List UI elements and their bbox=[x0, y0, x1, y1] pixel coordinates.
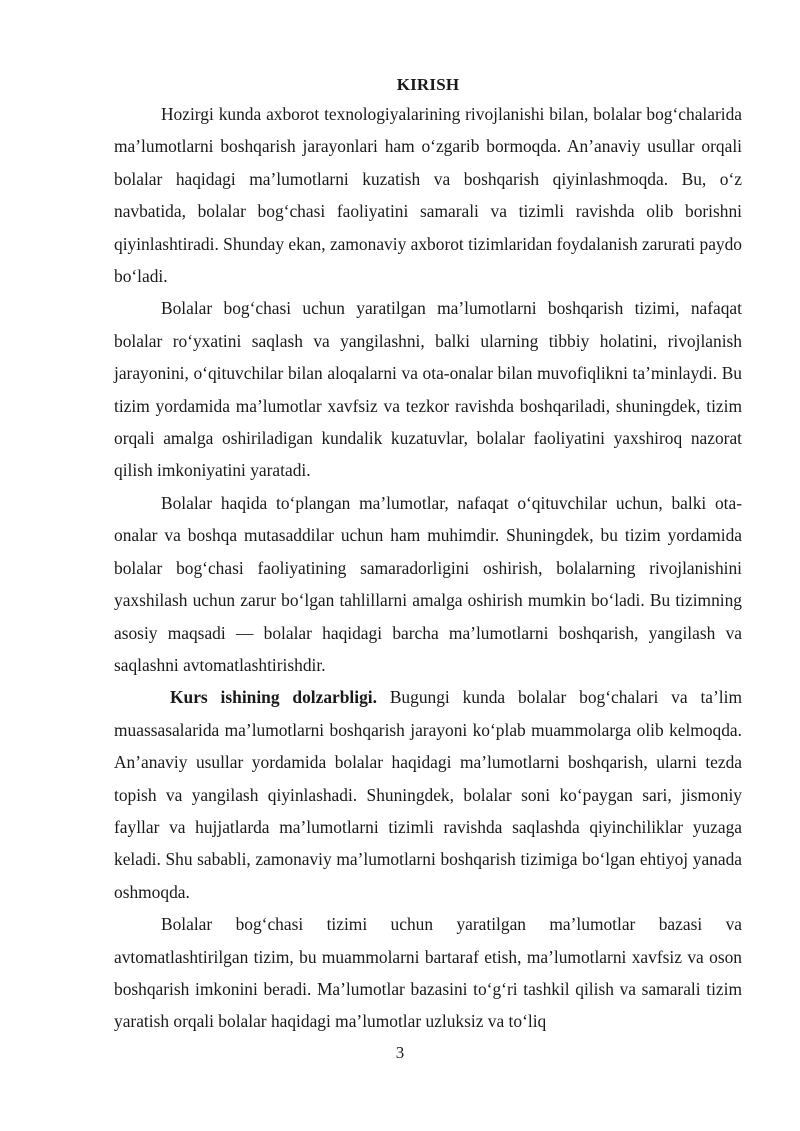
paragraph-text: Hozirgi kunda axborot texnologiyalarining rivojlanishi bilan, bolalar bog‘chalarida ma’lumotlarni boshqarish jarayonlari ham o‘zgarib bormoqda. An’anaviy usullar orqali bolalar haqidagi ma’lumotlarni kuzatish va boshqarish qiyinlashmoqda. Bu, o‘z navbatida, bolalar bog‘chasi faoliyatini samarali va tizimli ravishda olib borishni qiyinlashtiradi. Shunday ekan, zamonaviy axborot tizimlaridan foydalanish zarurati paydo bo‘ladi. bbox=[114, 104, 742, 287]
document-page bbox=[114, 74, 742, 1038]
paragraph-lead-heading: Kurs ishining dolzarbligi. bbox=[170, 687, 377, 708]
paragraph-text: Bugungi kunda bolalar bog‘chalari va ta’lim muassasalarida ma’lumotlarni boshqarish jarayoni ko‘plab muammolarga olib kelmoqda. An’anaviy usullar yordamida bolalar haqidagi ma’lumotlarni boshqarish, ularni tezda topish va yangilash qiyinlashadi. Shuningdek, bolalar soni ko‘paygan sari, jismoniy fayllar va hujjatlarda ma’lumotlarni tizimli ravishda saqlashda qiyinchiliklar yuzaga keladi. Shu sababli, zamonaviy ma’lumotlarni boshqarish tizimiga bo‘lgan ehtiyoj yanada oshmoqda. bbox=[114, 687, 742, 902]
paragraph-text: Bolalar bog‘chasi uchun yaratilgan ma’lumotlarni boshqarish tizimi, nafaqat bolalar ro‘yxatini saqlash va yangilashni, balki ularning tibbiy holatini, rivojlanish jarayonini, o‘qituvchilar bilan aloqalarni va ota-onalar bilan muvofiqlikni ta’minlaydi. Bu tizim yordamida ma’lumotlar xavfsiz va tezkor ravishda boshqariladi, shuningdek, tizim orqali amalga oshiriladigan kundalik kuzatuvlar, bolalar faoliyatini yaxshiroq nazorat qilish imkoniyatini yaratadi. bbox=[114, 298, 742, 481]
paragraph-text: Bolalar bog‘chasi tizimi uchun yaratilgan ma’lumotlar bazasi va avtomatlashtirilgan tizim, bu muammolarni bartaraf etish, ma’lumotlarni xavfsiz va oson boshqarish imkonini beradi. Ma’lumotlar bazasini to‘g‘ri tashkil qilish va samarali tizim yaratish orqali bolalar haqidagi ma’lumotlar uzluksiz va to‘liq bbox=[114, 914, 742, 1032]
paragraph-2 bbox=[114, 292, 742, 486]
paragraph-3 bbox=[114, 487, 742, 681]
paragraph-5 bbox=[114, 908, 742, 1038]
paragraph-1 bbox=[114, 98, 742, 292]
paragraph-4 bbox=[114, 681, 742, 908]
page-title: KIRISH bbox=[396, 75, 460, 94]
page-number: 3 bbox=[395, 1043, 405, 1062]
paragraph-text: Bolalar haqida to‘plangan ma’lumotlar, nafaqat o‘qituvchilar uchun, balki ota-onalar va boshqa mutasaddilar uchun ham muhimdir. Shuningdek, bu tizim yordamida bolalar bog‘chasi faoliyatining samaradorligini oshirish, bolalarning rivojlanishini yaxshilash uchun zarur bo‘lgan tahlillarni amalga oshirish mumkin bo‘ladi. Bu tizimning asosiy maqsadi — bolalar haqidagi barcha ma’lumotlarni boshqarish, yangilash va saqlashni avtomatlashtirishdir. bbox=[114, 492, 742, 675]
